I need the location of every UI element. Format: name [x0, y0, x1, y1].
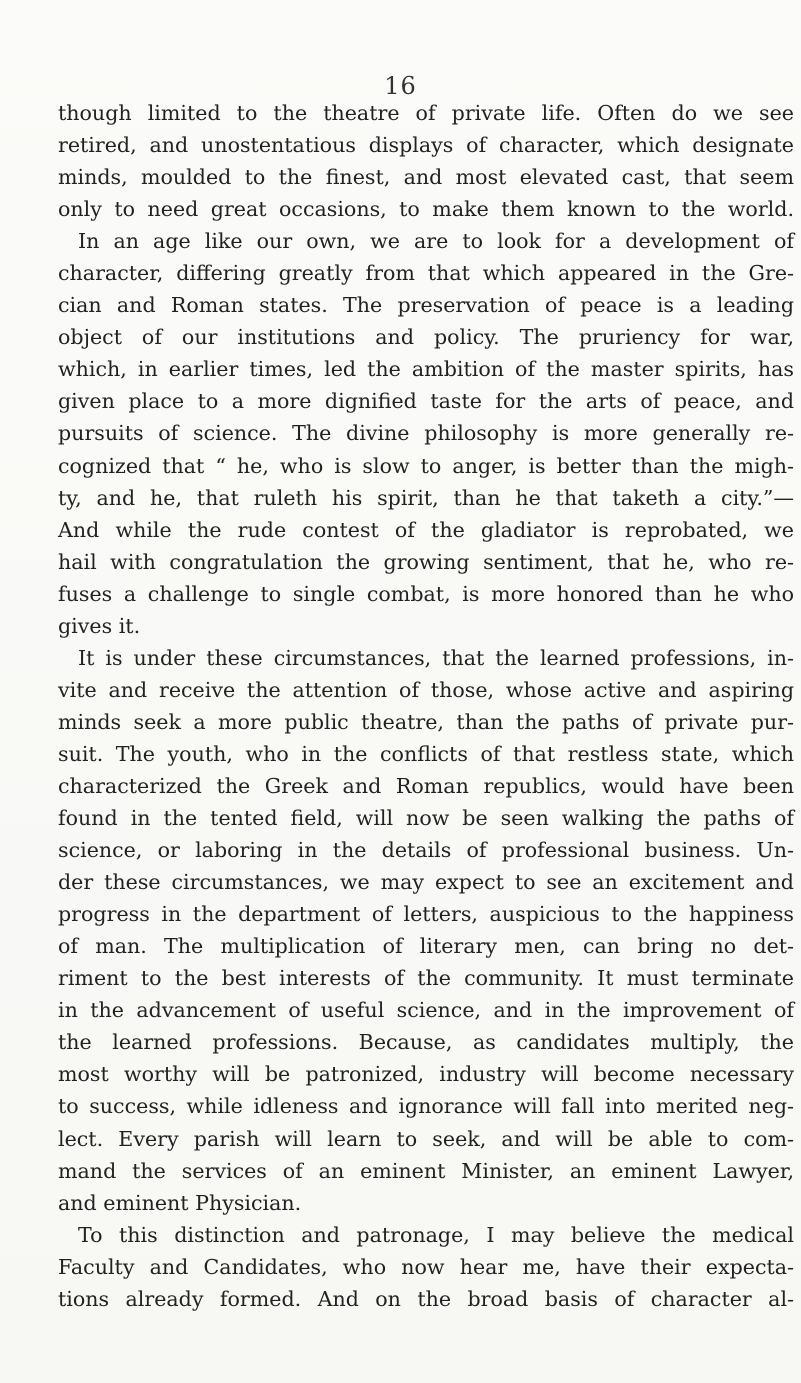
text-line: ty, and he, that ruleth his spirit, than he that taketh a city.”— — [58, 485, 794, 510]
text-line: minds, moulded to the finest, and most elevated cast, that seem — [58, 165, 794, 190]
text-line: suit. The youth, who in the conflicts of that restless state, which — [58, 741, 794, 766]
text-line: gives it. — [58, 613, 141, 638]
text-line: To this distinction and patronage, I may believe the medical — [78, 1222, 794, 1247]
text-line: characterized the Greek and Roman republics, would have been — [58, 773, 794, 798]
text-line: der these circumstances, we may expect to see an excitement and — [58, 870, 794, 895]
text-line: minds seek a more public theatre, than the paths of private pur- — [58, 709, 794, 734]
text-line: lect. Every parish will learn to seek, and will be able to com- — [58, 1126, 794, 1151]
text-line: most worthy will be patronized, industry will become necessary — [58, 1062, 794, 1087]
text-line: object of our institutions and policy. The pruriency for war, — [58, 325, 794, 350]
text-line: to success, while idleness and ignorance will fall into merited neg- — [58, 1094, 794, 1119]
text-line: science, or laboring in the details of professional business. Un- — [58, 838, 794, 863]
text-line: Faculty and Candidates, who now hear me, have their expecta- — [58, 1254, 794, 1279]
text-line: riment to the best interests of the community. It must terminate — [58, 966, 794, 991]
text-line: and eminent Physician. — [58, 1190, 302, 1215]
page-number: 16 — [384, 72, 417, 100]
text-line: tions already formed. And on the broad basis of character al- — [58, 1286, 794, 1311]
text-line: cognized that “ he, who is slow to anger, is better than the migh- — [58, 453, 794, 478]
text-line: though limited to the theatre of private life. Often do we see — [58, 101, 794, 125]
text-line: progress in the department of letters, auspicious to the happiness — [58, 902, 794, 927]
text-line: only to need great occasions, to make them known to the world. — [58, 197, 794, 222]
text-line: cian and Roman states. The preservation of peace is a leading — [58, 293, 794, 318]
text-line: hail with congratulation the growing sentiment, that he, who re- — [58, 549, 794, 574]
text-line: which, in earlier times, led the ambition of the master spirits, has — [58, 357, 794, 382]
text-line: given place to a more dignified taste for the arts of peace, and — [58, 389, 794, 414]
text-line: In an age like our own, we are to look for a development of — [78, 229, 794, 254]
text-line: fuses a challenge to single combat, is more honored than he who — [58, 581, 794, 606]
text-line: the learned professions. Because, as candidates multiply, the — [58, 1030, 794, 1055]
text-line: of man. The multiplication of literary men, can bring no det- — [58, 934, 794, 959]
text-line: And while the rude contest of the gladiator is reprobated, we — [58, 517, 794, 542]
text-line: in the advancement of useful science, and in the improvement of — [58, 998, 794, 1023]
body-text — [58, 97, 794, 1315]
text-line: mand the services of an eminent Minister, an eminent Lawyer, — [58, 1158, 794, 1183]
text-line: found in the tented field, will now be seen walking the paths of — [58, 806, 794, 831]
text-line: It is under these circumstances, that the learned professions, in- — [78, 645, 794, 670]
text-line: pursuits of science. The divine philosophy is more generally re- — [58, 421, 794, 446]
text-line: retired, and unostentatious displays of character, which designate — [58, 133, 794, 158]
text-line: vite and receive the attention of those, whose active and aspiring — [58, 677, 794, 702]
text-line: character, differing greatly from that which appeared in the Gre- — [58, 261, 794, 286]
